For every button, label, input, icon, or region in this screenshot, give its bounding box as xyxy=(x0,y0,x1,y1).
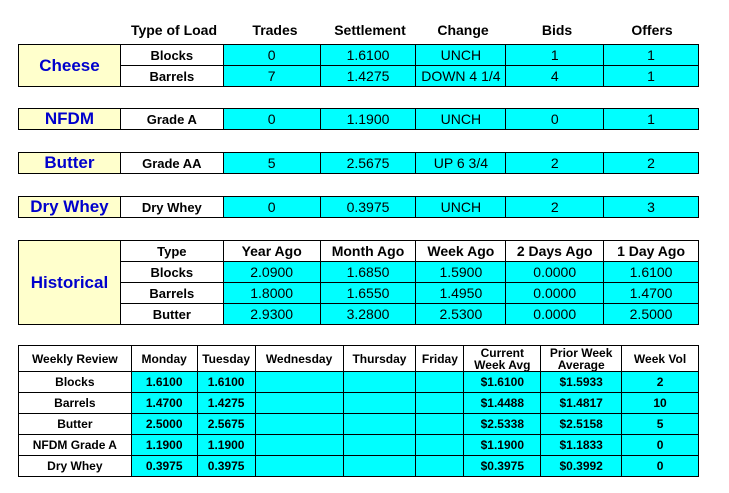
header-settlement: Settlement xyxy=(334,22,406,38)
weekly-cell: 0.3975 xyxy=(197,456,255,477)
historical-cell: 0.0000 xyxy=(506,262,604,283)
cheese-table xyxy=(18,44,699,87)
weekly-header-week-vol: Week Vol xyxy=(622,346,699,372)
weekly-cell xyxy=(416,393,464,414)
weekly-cell: 0 xyxy=(622,435,699,456)
historical-table xyxy=(18,240,699,325)
weekly-header-current-week-avg: Current Week Avg xyxy=(464,346,541,372)
weekly-cell: $1.4488 xyxy=(464,393,541,414)
weekly-row-label: NFDM Grade A xyxy=(19,435,132,456)
trades-cell: 0 xyxy=(223,109,320,130)
weekly-cell: $1.4817 xyxy=(541,393,622,414)
historical-cell: 2.9300 xyxy=(223,304,320,325)
nfdm-type-cell: Grade A xyxy=(120,109,223,130)
weekly-cell xyxy=(255,435,343,456)
weekly-cell: $1.1833 xyxy=(541,435,622,456)
historical-row-type: Blocks xyxy=(120,262,223,283)
bids-cell: 4 xyxy=(506,66,604,87)
settlement-cell: 0.3975 xyxy=(320,197,416,218)
weekly-cell: $2.5158 xyxy=(541,414,622,435)
change-cell: UNCH xyxy=(416,45,506,66)
settlement-cell: 1.4275 xyxy=(320,66,416,87)
trades-cell: 7 xyxy=(223,66,320,87)
historical-cell: 1.4950 xyxy=(416,283,506,304)
weekly-cell xyxy=(416,435,464,456)
header-trades: Trades xyxy=(252,22,298,38)
nfdm-table xyxy=(18,108,699,130)
historical-cell: 1.6100 xyxy=(604,262,699,283)
bids-cell: 2 xyxy=(506,153,604,174)
weekly-cell: 1.4700 xyxy=(131,393,197,414)
weekly-cell: 5 xyxy=(622,414,699,435)
weekly-header-tuesday: Tuesday xyxy=(197,346,255,372)
weekly-cell xyxy=(343,435,416,456)
historical-label: Historical xyxy=(19,241,121,325)
change-cell: UP 6 3/4 xyxy=(416,153,506,174)
weekly-cell xyxy=(416,372,464,393)
bids-cell: 0 xyxy=(506,109,604,130)
change-cell: UNCH xyxy=(416,197,506,218)
settlement-cell: 1.1900 xyxy=(320,109,416,130)
historical-row-type: Butter xyxy=(120,304,223,325)
weekly-cell: $1.1900 xyxy=(464,435,541,456)
weekly-cell xyxy=(343,456,416,477)
weekly-cell: 1.6100 xyxy=(197,372,255,393)
weekly-cell: 2.5675 xyxy=(197,414,255,435)
trades-cell: 0 xyxy=(223,45,320,66)
historical-cell: 2.0900 xyxy=(223,262,320,283)
historical-header-1-day-ago: 1 Day Ago xyxy=(604,241,699,262)
settlement-cell: 1.6100 xyxy=(320,45,416,66)
weekly-cell: 10 xyxy=(622,393,699,414)
header-offers: Offers xyxy=(631,22,673,38)
historical-cell: 0.0000 xyxy=(506,304,604,325)
settlement-cell: 2.5675 xyxy=(320,153,416,174)
historical-cell: 1.5900 xyxy=(416,262,506,283)
historical-header-week-ago: Week Ago xyxy=(416,241,506,262)
weekly-cell: $2.5338 xyxy=(464,414,541,435)
bids-cell: 2 xyxy=(506,197,604,218)
historical-cell: 2.5300 xyxy=(416,304,506,325)
offers-cell: 2 xyxy=(604,153,699,174)
weekly-row-label: Blocks xyxy=(19,372,132,393)
butter-label: Butter xyxy=(19,153,121,174)
cheese-type-cell: Barrels xyxy=(120,66,223,87)
historical-header-month-ago: Month Ago xyxy=(320,241,416,262)
weekly-cell: $1.6100 xyxy=(464,372,541,393)
dry-whey-label: Dry Whey xyxy=(19,197,121,218)
weekly-cell: 1.6100 xyxy=(131,372,197,393)
historical-cell: 1.8000 xyxy=(223,283,320,304)
dry-whey-table xyxy=(18,196,699,218)
weekly-cell xyxy=(416,456,464,477)
weekly-cell xyxy=(255,372,343,393)
historical-cell: 3.2800 xyxy=(320,304,416,325)
trades-cell: 5 xyxy=(223,153,320,174)
weekly-cell xyxy=(255,414,343,435)
weekly-row-label: Barrels xyxy=(19,393,132,414)
historical-header-year-ago: Year Ago xyxy=(223,241,320,262)
weekly-header-friday: Friday xyxy=(416,346,464,372)
historical-header-type: Type xyxy=(120,241,223,262)
weekly-cell: 2 xyxy=(622,372,699,393)
butter-table xyxy=(18,152,699,174)
trades-cell: 0 xyxy=(223,197,320,218)
historical-cell: 1.6550 xyxy=(320,283,416,304)
weekly-cell: $0.3975 xyxy=(464,456,541,477)
nfdm-label: NFDM xyxy=(19,109,121,130)
cheese-label: Cheese xyxy=(19,45,121,87)
historical-cell: 0.0000 xyxy=(506,283,604,304)
butter-type-cell: Grade AA xyxy=(120,153,223,174)
weekly-cell: 1.4275 xyxy=(197,393,255,414)
cheese-type-cell: Blocks xyxy=(120,45,223,66)
weekly-cell: 2.5000 xyxy=(131,414,197,435)
offers-cell: 3 xyxy=(604,197,699,218)
bids-cell: 1 xyxy=(506,45,604,66)
weekly-cell: $0.3992 xyxy=(541,456,622,477)
historical-row-type: Barrels xyxy=(120,283,223,304)
weekly-header-thursday: Thursday xyxy=(343,346,416,372)
weekly-cell xyxy=(416,414,464,435)
offers-cell: 1 xyxy=(604,66,699,87)
weekly-cell: 0.3975 xyxy=(131,456,197,477)
weekly-review-table xyxy=(18,345,699,477)
historical-cell: 1.6850 xyxy=(320,262,416,283)
weekly-cell xyxy=(255,393,343,414)
header-type-of-load: Type of Load xyxy=(130,22,218,38)
weekly-header-monday: Monday xyxy=(131,346,197,372)
header-change: Change xyxy=(437,22,489,38)
offers-cell: 1 xyxy=(604,109,699,130)
weekly-header-wednesday: Wednesday xyxy=(255,346,343,372)
header-bids: Bids xyxy=(541,22,573,38)
weekly-row-label: Butter xyxy=(19,414,132,435)
historical-cell: 2.5000 xyxy=(604,304,699,325)
weekly-cell: 1.1900 xyxy=(197,435,255,456)
historical-header-2-days-ago: 2 Days Ago xyxy=(506,241,604,262)
weekly-header-prior-week-average: Prior Week Average xyxy=(541,346,622,372)
weekly-header-weekly-review: Weekly Review xyxy=(19,346,132,372)
weekly-cell xyxy=(343,393,416,414)
weekly-row-label: Dry Whey xyxy=(19,456,132,477)
dry-whey-type-cell: Dry Whey xyxy=(120,197,223,218)
change-cell: UNCH xyxy=(416,109,506,130)
historical-cell: 1.4700 xyxy=(604,283,699,304)
change-cell: DOWN 4 1/4 xyxy=(416,66,506,87)
weekly-cell: 0 xyxy=(622,456,699,477)
offers-cell: 1 xyxy=(604,45,699,66)
weekly-cell: 1.1900 xyxy=(131,435,197,456)
weekly-cell xyxy=(343,414,416,435)
weekly-cell xyxy=(343,372,416,393)
weekly-cell: $1.5933 xyxy=(541,372,622,393)
weekly-cell xyxy=(255,456,343,477)
